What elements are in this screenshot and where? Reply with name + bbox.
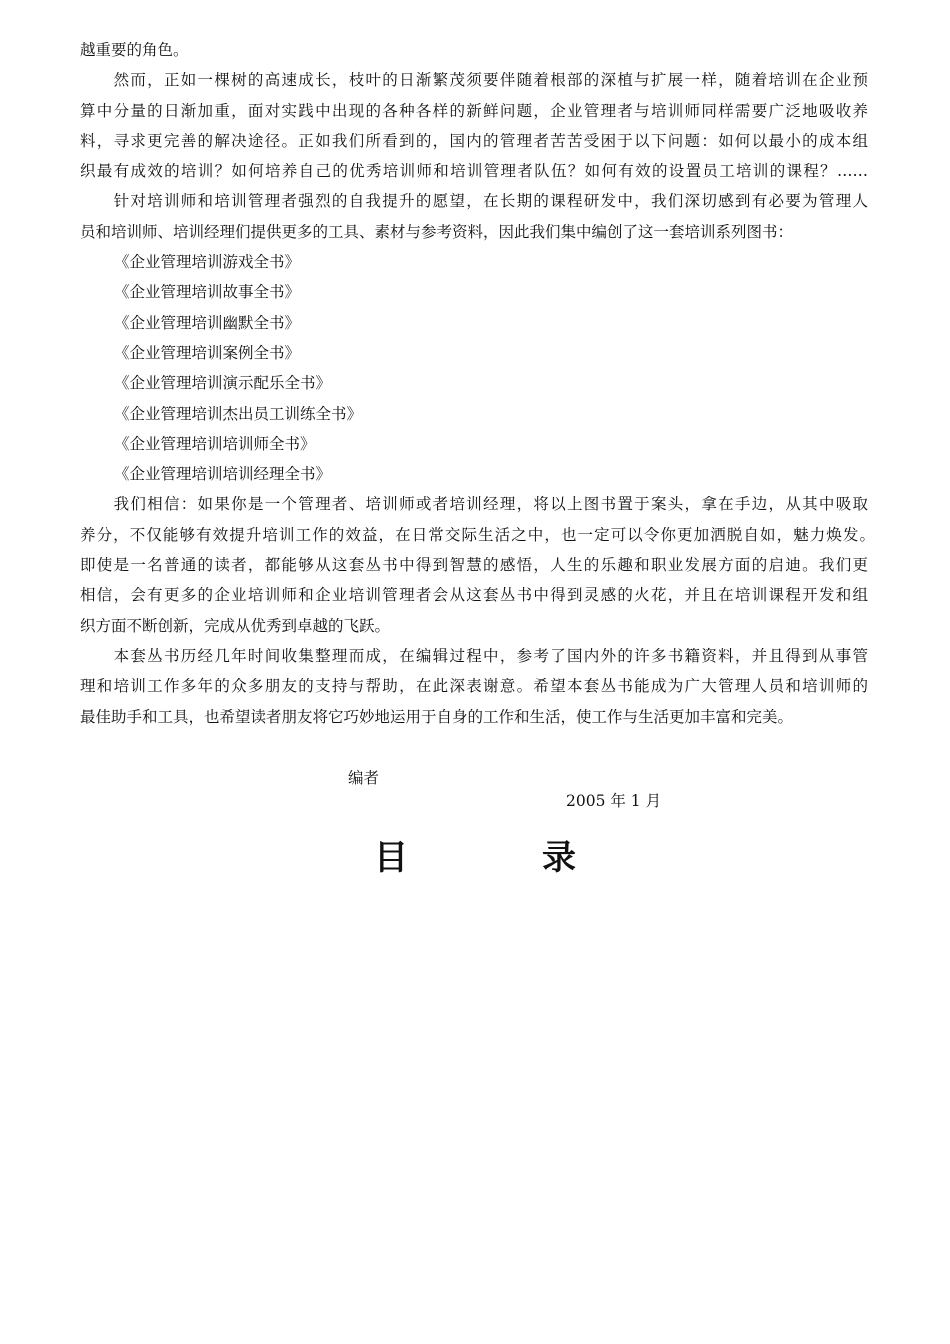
text-line: 我们相信：如果你是一个管理者、培训师或者培训经理，将以上图书置于案头，拿在手边，从其中吸取 <box>80 495 868 514</box>
book-title: 《企业管理培训培训师全书》 <box>114 434 316 453</box>
text-line: 养分，不仅能够有效提升培训工作的效益，在日常交际生活之中，也一定可以令你更加洒脱自如，魅力焕发。 <box>80 525 875 544</box>
book-title: 《企业管理培训故事全书》 <box>114 283 301 302</box>
text-line: 即使是一名普通的读者，都能够从这套丛书中得到智慧的感悟，人生的乐趣和职业发展方面的启迪。我们更 <box>80 556 868 575</box>
book-title: 《企业管理培训演示配乐全书》 <box>114 374 332 393</box>
book-title: 《企业管理培训杰出员工训练全书》 <box>114 404 363 423</box>
text-line: 员和培训师、培训经理们提供更多的工具、素材与参考资料，因此我们集中编创了这一套培训系列图书： <box>80 222 794 241</box>
book-title: 《企业管理培训游戏全书》 <box>114 253 301 272</box>
text-line: 本套丛书历经几年时间收集整理而成，在编辑过程中，参考了国内外的许多书籍资料，并且得到从事管 <box>80 646 868 665</box>
text-line: 料，寻求更完善的解决途径。正如我们所看到的，国内的管理者苦苦受困于以下问题：如何以最小的成本组 <box>80 131 868 150</box>
text-line: 算中分量的日渐加重，面对实践中出现的各种各样的新鲜问题，企业管理者与培训师同样需要广泛地吸收养 <box>80 101 868 120</box>
book-title: 《企业管理培训案例全书》 <box>114 343 301 362</box>
text-line: 最佳助手和工具，也希望读者朋友将它巧妙地运用于自身的工作和生活，使工作与生活更加丰富和完美。 <box>80 707 794 726</box>
toc-heading: 目 录 <box>374 838 626 878</box>
book-title: 《企业管理培训幽默全书》 <box>114 313 301 332</box>
book-title: 《企业管理培训培训经理全书》 <box>114 465 332 484</box>
text-line: 相信，会有更多的企业培训师和企业培训管理者会从这套丛书中得到灵感的火花，并且在培训课程开发和组 <box>80 586 868 605</box>
text-line: 针对培训师和培训管理者强烈的自我提升的愿望，在长期的课程研发中，我们深切感到有必要为管理人 <box>80 192 868 211</box>
intro-section <box>80 35 875 732</box>
text-line: 越重要的角色。 <box>80 41 189 59</box>
date: 2005 年 1 月 <box>566 792 662 810</box>
text-line: 织最有成效的培训？如何培养自己的优秀培训师和培训管理者队伍？如何有效的设置员工培训的课程？…… <box>80 162 868 181</box>
signature: 编者 <box>348 769 380 787</box>
text-line: 织方面不断创新，完成从优秀到卓越的飞跃。 <box>80 616 391 635</box>
text-line: 理和培训工作多年的众多朋友的支持与帮助，在此深表谢意。希望本套丛书能成为广大管理人员和培训师的 <box>80 677 868 696</box>
text-line: 然而，正如一棵树的高速成长，枝叶的日渐繁茂须要伴随着根部的深植与扩展一样，随着培训在企业预 <box>80 71 868 90</box>
